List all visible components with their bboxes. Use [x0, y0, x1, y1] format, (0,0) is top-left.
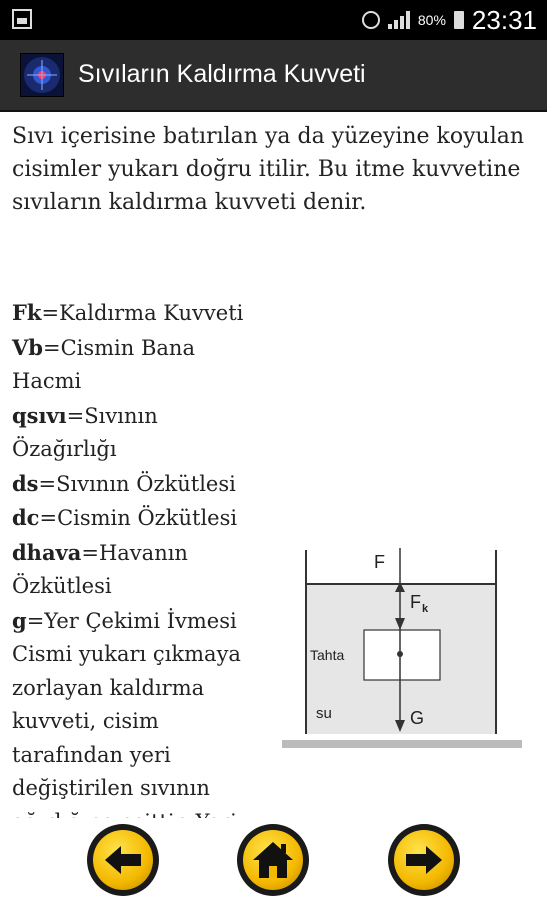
- intro-paragraph: Sıvı içerisine batırılan ya da yüzeyine koyulan cisimler yukarı doğru itilir. Bu itme kuvvetine sıvıların kaldırma kuvveti denir.: [12, 124, 525, 215]
- left-arrow-icon: [99, 836, 147, 884]
- buoyant-force-label: F: [410, 592, 421, 612]
- signal-icon: [388, 11, 410, 29]
- back-button[interactable]: [87, 824, 159, 896]
- alarm-icon: [362, 11, 380, 29]
- bottom-navigation: [0, 818, 547, 900]
- page-title: Sıvıların Kaldırma Kuvveti: [78, 60, 366, 88]
- home-icon: [249, 836, 297, 884]
- block-label: Tahta: [310, 647, 345, 663]
- home-button[interactable]: [237, 824, 309, 896]
- definition-item: dhava=Havanın Özkütlesi: [12, 539, 188, 598]
- right-arrow-icon: [400, 836, 448, 884]
- forward-button[interactable]: [388, 824, 460, 896]
- definition-item: ds=Sıvının Özkütlesi: [12, 470, 236, 496]
- definition-item: dc=Cismin Özkütlesi: [12, 505, 238, 530]
- battery-icon: [454, 11, 464, 29]
- continuation-text: Cismi yukarı çıkmaya zorlayan kaldırma kuvveti, cisim tarafından yeri değiştirilen sıvının: [12, 642, 241, 800]
- definition-item: Fk=Kaldırma Kuvveti: [12, 300, 244, 325]
- buoyant-force-subscript: k: [422, 603, 429, 615]
- definition-item: Vb=Cismin Bana Hacmi: [12, 334, 195, 393]
- liquid-label: su: [316, 705, 332, 722]
- gallery-notification-icon: [12, 9, 32, 29]
- definition-item: qsıvı=Sıvının Özağırlığı: [12, 402, 158, 461]
- buoyancy-diagram: [272, 542, 532, 752]
- definition-item: g=Yer Çekimi İvmesi: [12, 607, 237, 633]
- action-bar: [0, 40, 547, 112]
- clock: 23:31: [471, 4, 537, 35]
- status-bar: [0, 0, 547, 40]
- force-f-label: F: [374, 552, 385, 572]
- status-indicators: [362, 0, 537, 40]
- article-content[interactable]: [0, 112, 547, 818]
- battery-percent: 80%: [417, 12, 446, 28]
- gravity-label: G: [410, 708, 425, 728]
- app-icon[interactable]: [20, 53, 64, 97]
- definitions-list: [12, 296, 267, 839]
